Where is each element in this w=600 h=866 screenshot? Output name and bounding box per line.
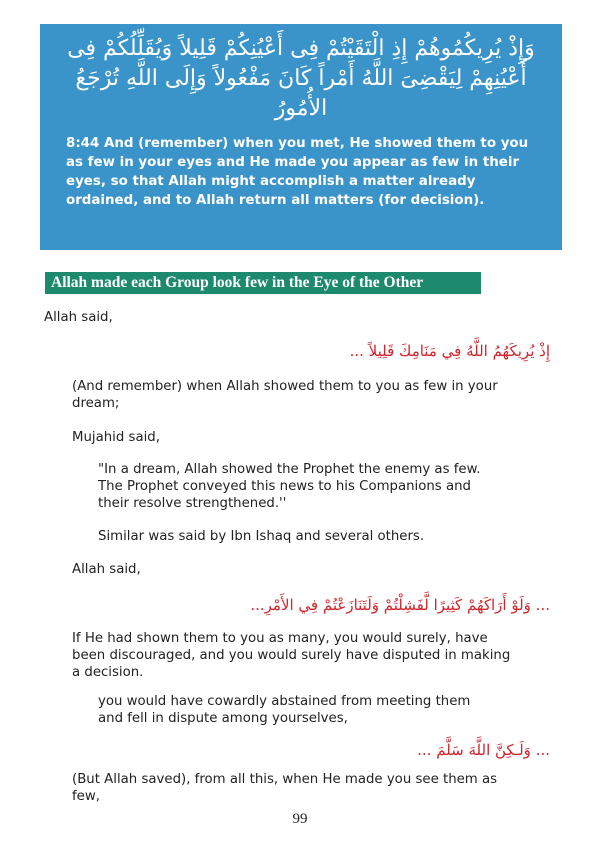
paragraph-cowardly: you would have cowardly abstained from meeting them and fell in dispute among yourselves, <box>98 694 471 726</box>
verse-arabic-text: وَإِذْ يُرِيكُمُوهُمْ إِذِ الْتَقَيْتُمْ فِى أَعْيُنِكُمْ قَلِيلاً وَيُقَلِّلُكُمْ فِى أَعْيُنِهِمْ لِيَقْضِىَ اللَّهُ أَمْراً كَانَ مَفْعُولاً وَإِلَى اللَّهِ تُرْجَعُ الأُمُورُ <box>67 36 535 121</box>
section-heading: Allah made each Group look few in the Eye of the Other <box>45 272 481 294</box>
allah-said-2: Allah said, <box>72 562 141 577</box>
paragraph-dream: (And remember) when Allah showed them to you as few in your dream; <box>72 379 498 411</box>
arabic-quote-2: ... وَلَوْ أَرَاكَهُمْ كَثِيرًا لَّفَشِلْتُمْ وَلَتَنَازَعْتُمْ فِي الأَمْرِ... <box>250 596 550 614</box>
similar-ibn-ishaq: Similar was said by Ibn Ishaq and several others. <box>98 529 425 544</box>
arabic-quote-1: إِذْ يُرِيكَهُمُ اللَّهُ فِي مَنَامِكَ قَلِيلاً ... <box>349 342 550 360</box>
paragraph-many: If He had shown them to you as many, you would surely, have been discouraged, and you would surely have disputed in making a decision. <box>72 631 511 680</box>
arabic-quote-3: ... وَلَـكِنَّ اللَّهَ سَلَّمَ ... <box>417 741 550 759</box>
verse-box <box>40 24 562 250</box>
verse-english-text: 8:44 And (remember) when you met, He showed them to you as few in your eyes and He made you appear as few in their eyes, so that Allah might accomplish a matter already ordained, and to Allah return all matters (for decision). <box>66 136 529 208</box>
page-number: 99 <box>292 811 308 827</box>
quote-mujahid: "In a dream, Allah showed the Prophet the enemy as few. The Prophet conveyed this news to his Companions and their resolve strengthened.'' <box>98 462 481 511</box>
mujahid-said: Mujahid said, <box>72 430 160 445</box>
allah-said-1: Allah said, <box>44 310 113 325</box>
paragraph-saved: (But Allah saved), from all this, when He made you see them as few, <box>72 772 498 804</box>
